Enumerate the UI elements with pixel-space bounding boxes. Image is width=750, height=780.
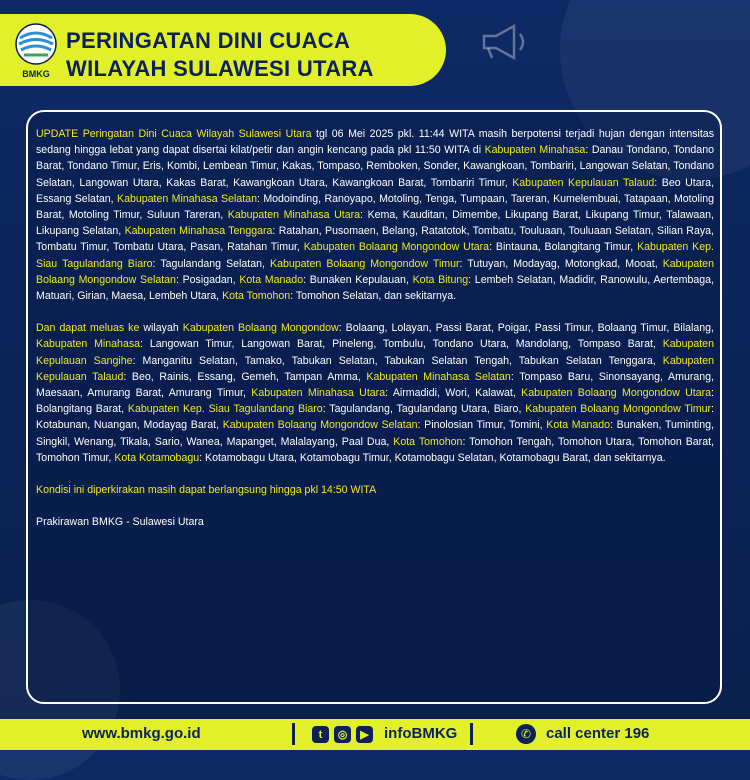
footer-bar (0, 719, 750, 750)
region-name: Kabupaten Bolaang Mongondow Timur (525, 403, 712, 416)
region-name: UPDATE Peringatan Dini Cuaca Wilayah Sulawesi Utara (36, 128, 312, 140)
paragraph-text: : Airmadidi, Wori, Kalawat, (385, 387, 522, 400)
social-icons (312, 726, 373, 743)
region-name: Kabupaten Kep. Siau Tagulandang Biaro (127, 403, 323, 416)
region-name: Kabupaten Minahasa Utara (227, 209, 361, 222)
region-name: Kabupaten Bolaang Mongondow Timur (270, 257, 460, 270)
condition-text: Kondisi ini diperkirakan masih dapat berlangsung hingga pkl 14:50 WITA (36, 484, 377, 497)
region-name: Kabupaten Kepulauan Talaud (512, 176, 655, 189)
region-name: Kabupaten Kepulauan Talaud (36, 354, 715, 383)
paragraph-text: : Beo, Rainis, Essang, Gemeh, Tampan Amma, (123, 370, 367, 383)
title-line-2: WILAYAH SULAWESI UTARA (66, 56, 374, 81)
title-line-1: PERINGATAN DINI CUACA (66, 28, 351, 53)
footer-divider (470, 723, 473, 745)
call-center-text[interactable]: call center 196 (546, 725, 650, 742)
paragraph-text: : Tagulandang, Tagulandang Utara, Biaro, (322, 403, 526, 416)
paragraph-text: : Kotabunan, Nuangan, Modayag Barat, (36, 403, 714, 432)
paragraph-text: : Tompaso Baru, Sinonsayang, Amurang, Maesaan, Amurang Barat, Amurang Timur, (36, 370, 714, 400)
paragraph-text: : Modoinding, Ranoyapo, Motoling, Tenga, Tumpaan, Tareran, Kumelembuai, Tatapaan, Motoling Barat, Motoling Timur, Suluun Tareran, (36, 192, 714, 222)
warning-content (36, 126, 714, 546)
twitter-icon[interactable]: t (312, 726, 329, 743)
paragraph-text: : Tomohon Tengah, Tomohon Utara, Tomohon Barat, Tomohon Timur, (36, 435, 714, 464)
region-name: Kabupaten Kepulauan Sangihe (36, 338, 714, 367)
paragraph-text: : Tomohon Selatan, dan sekitarnya. (290, 290, 457, 303)
paragraph-text: : Bintauna, Bolangitang Timur, (489, 241, 638, 254)
region-name: Kota Manado (546, 419, 611, 432)
paragraph-text: : Langowan Timur, Langowan Barat, Pineleng, Tombulu, Tondano Utara, Mandolang, Tompaso Barat, (140, 338, 663, 351)
bmkg-logo (14, 22, 58, 80)
paragraph-text: : Manganitu Selatan, Tamako, Tabukan Selatan, Tabukan Selatan Tengah, Tabukan Selatan Tenggara, (132, 354, 663, 367)
paragraph-text: : Beo Utara, Essang Selatan, (36, 176, 715, 205)
logo-text: BMKG (22, 69, 50, 79)
region-name: Kabupaten Bolaang Mongondow (182, 322, 339, 335)
paragraph-text: : Pinolosian Timur, Tomini, (417, 419, 547, 432)
paragraph-text: : Kotamobagu Utara, Kotamobagu Timur, Kotamobagu Selatan, Kotamobagu Barat, dan sekitarnya. (199, 451, 666, 464)
region-name: Kota Manado (239, 273, 304, 286)
region-name: Kabupaten Minahasa Selatan (117, 192, 257, 205)
paragraph-text: : Bolangitang Barat, (36, 387, 714, 416)
youtube-icon[interactable]: ▶ (356, 726, 373, 743)
region-name: Kabupaten Minahasa (484, 144, 586, 157)
phone-icon: ✆ (516, 724, 536, 744)
paragraph-text: : Posigadan, (175, 273, 240, 286)
region-name: Kabupaten Minahasa Selatan (366, 370, 511, 383)
paragraph-text: : Tagulandang Selatan, (152, 257, 271, 270)
region-name: Kabupaten Bolaang Mongondow Selatan (36, 257, 714, 286)
region-name: Kota Tomohon (393, 435, 463, 448)
megaphone-icon (478, 22, 530, 62)
paragraph-text: : Bolaang, Lolayan, Passi Barat, Poigar, Passi Timur, Bolaang Timur, Bilalang, (338, 322, 715, 335)
instagram-icon[interactable]: ◎ (334, 726, 351, 743)
region-name: Kabupaten Bolaang Mongondow Utara (303, 241, 490, 254)
social-handle[interactable]: infoBMKG (384, 725, 458, 742)
footer-divider (292, 723, 295, 745)
paragraph-text: : Bunaken, Tuminting, Singkil, Wenang, Tikala, Sario, Wanea, Mapanget, Malalayang, Paal Dua, (36, 419, 715, 448)
paragraph-text: : Danau Tondano, Tondano Barat, Tondano Timur, Eris, Kombi, Lembean Timur, Kakas, Tompaso, Remboken, Sonder, Kawangkoan, Tombariri, Langowan Selatan, Tondano Selatan, Langowan Utara, Kakas Barat, Kawangkoan Utara, Kawangkoan Barat, Tombariri Timur, (36, 144, 714, 189)
region-name: Kabupaten Kep. Siau Tagulandang Biaro (36, 241, 714, 270)
warning-paragraph-2 (36, 320, 714, 466)
region-name: Kabupaten Minahasa Utara (251, 387, 386, 400)
warning-paragraph-1 (36, 126, 714, 304)
paragraph-text: : Lembeh Selatan, Madidir, Ranowulu, Aertembaga, Matuari, Girian, Maesa, Lembeh Utara, (36, 273, 715, 303)
region-name: Dan dapat meluas ke (36, 322, 140, 335)
paragraph-text: : Kema, Kauditan, Dimembe, Likupang Barat, Likupang Timur, Talawaan, Likupang Selatan, (36, 209, 714, 238)
paragraph-text: : Ratahan, Pusomaen, Belang, Ratatotok, Tombatu, Touluaan, Touluaan Selatan, Silian Raya, Tombatu Timur, Tombatu Utara, Pasan, Ratahan Timur, (36, 225, 714, 254)
region-name: Kota Bitung (412, 273, 469, 286)
website-link[interactable]: www.bmkg.go.id (82, 725, 201, 742)
region-name: Kabupaten Bolaang Mongondow Selatan (222, 419, 418, 432)
region-name: Kota Tomohon (222, 290, 291, 303)
region-name: Kabupaten Minahasa (36, 338, 141, 351)
paragraph-text: : Tutuyan, Modayag, Motongkad, Mooat, (459, 257, 663, 270)
paragraph-text: tgl 06 Mei 2025 pkl. 11:44 WITA masih berpotensi terjadi hujan dengan intensitas sedang hingga lebat yang dapat disertai kilat/petir dan angin kencang pada pkl 11:50 WITA di (36, 128, 714, 157)
region-name: Kabupaten Bolaang Mongondow Utara (521, 387, 712, 400)
signature-text: Prakirawan BMKG - Sulawesi Utara (36, 516, 204, 529)
region-name: Kabupaten Minahasa Tenggara (124, 225, 273, 238)
paragraph-text: : Bunaken Kepulauan, (303, 273, 413, 286)
region-name: Kota Kotamobagu (114, 451, 200, 464)
paragraph-text: wilayah (139, 322, 183, 335)
